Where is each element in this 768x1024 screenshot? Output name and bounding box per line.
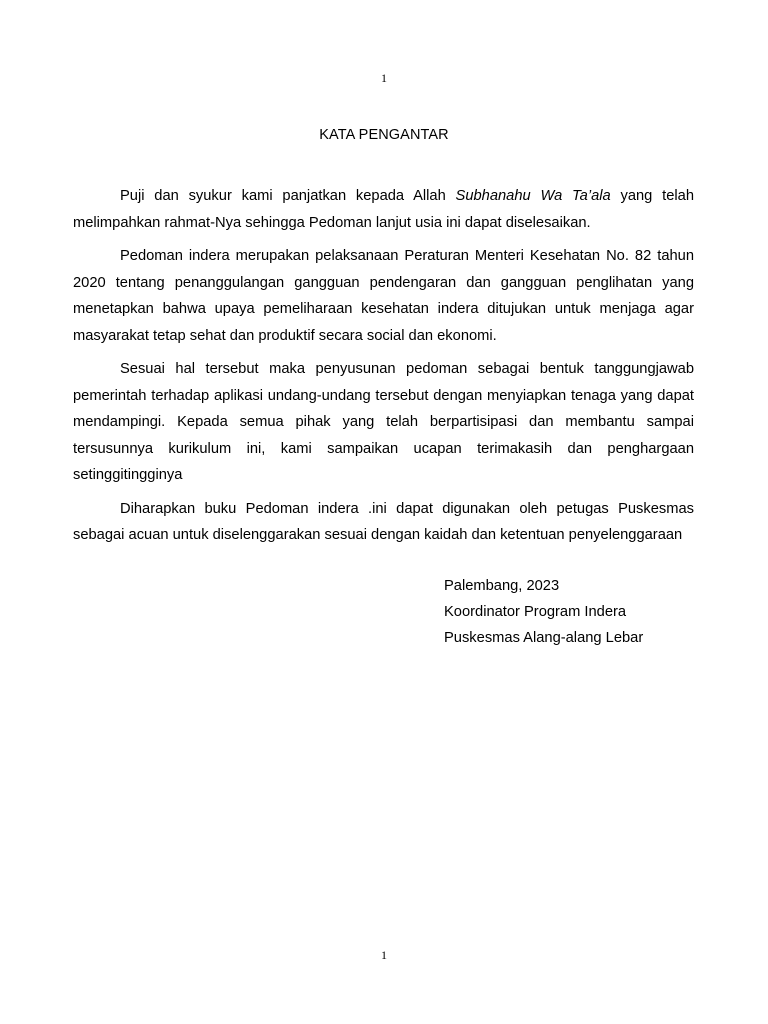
paragraph-4: Diharapkan buku Pedoman indera .ini dapat digunakan oleh petugas Puskesmas sebagai acuan untuk diselenggarakan sesuai dengan kaidah dan ketentuan penyelenggaraan bbox=[73, 500, 694, 543]
paragraph-3: Sesuai hal tersebut maka penyusunan pedoman sebagai bentuk tanggungjawab pemerintah terhadap aplikasi undang-undang tersebut dengan menyiapkan tenaga yang dapat mendampingi. Kepada semua pihak yang telah berpartisipasi dan membantu sampai tersusunnya kurikulum ini, kami sampaikan ucapan terimakasih dan penghargaan setinggitingginya bbox=[73, 361, 694, 483]
signature-block bbox=[444, 573, 643, 651]
paragraph-1-end: yang telah melimpahkan rahmat-Nya sehingga Pedoman lanjut usia ini dapat diselesaikan. bbox=[73, 188, 694, 231]
body-text bbox=[73, 183, 694, 556]
page-title: KATA PENGANTAR bbox=[319, 127, 449, 143]
header-page-number: 1 bbox=[381, 71, 387, 85]
footer-page-number: 1 bbox=[381, 948, 387, 962]
signature-organization: Puskesmas Alang-alang Lebar bbox=[444, 630, 644, 646]
paragraph-2: Pedoman indera merupakan pelaksanaan Peraturan Menteri Kesehatan No. 82 tahun 2020 tentang penanggulangan gangguan pendengaran dan gangguan penglihatan yang menetapkan bahwa upaya pemeliharaan kesehatan indera ditujukan untuk menjaga agar masyarakat tetap sehat dan produktif secara social dan ekonomi. bbox=[73, 248, 694, 344]
paragraph-1 bbox=[73, 183, 694, 236]
paragraph-1-italic: Subhanahu Wa Ta’ala bbox=[455, 188, 611, 204]
paragraph-1-start: Puji dan syukur kami panjatkan kepada Allah bbox=[120, 188, 456, 204]
signature-role: Koordinator Program Indera bbox=[444, 604, 627, 620]
signature-place-date: Palembang, 2023 bbox=[444, 578, 560, 594]
